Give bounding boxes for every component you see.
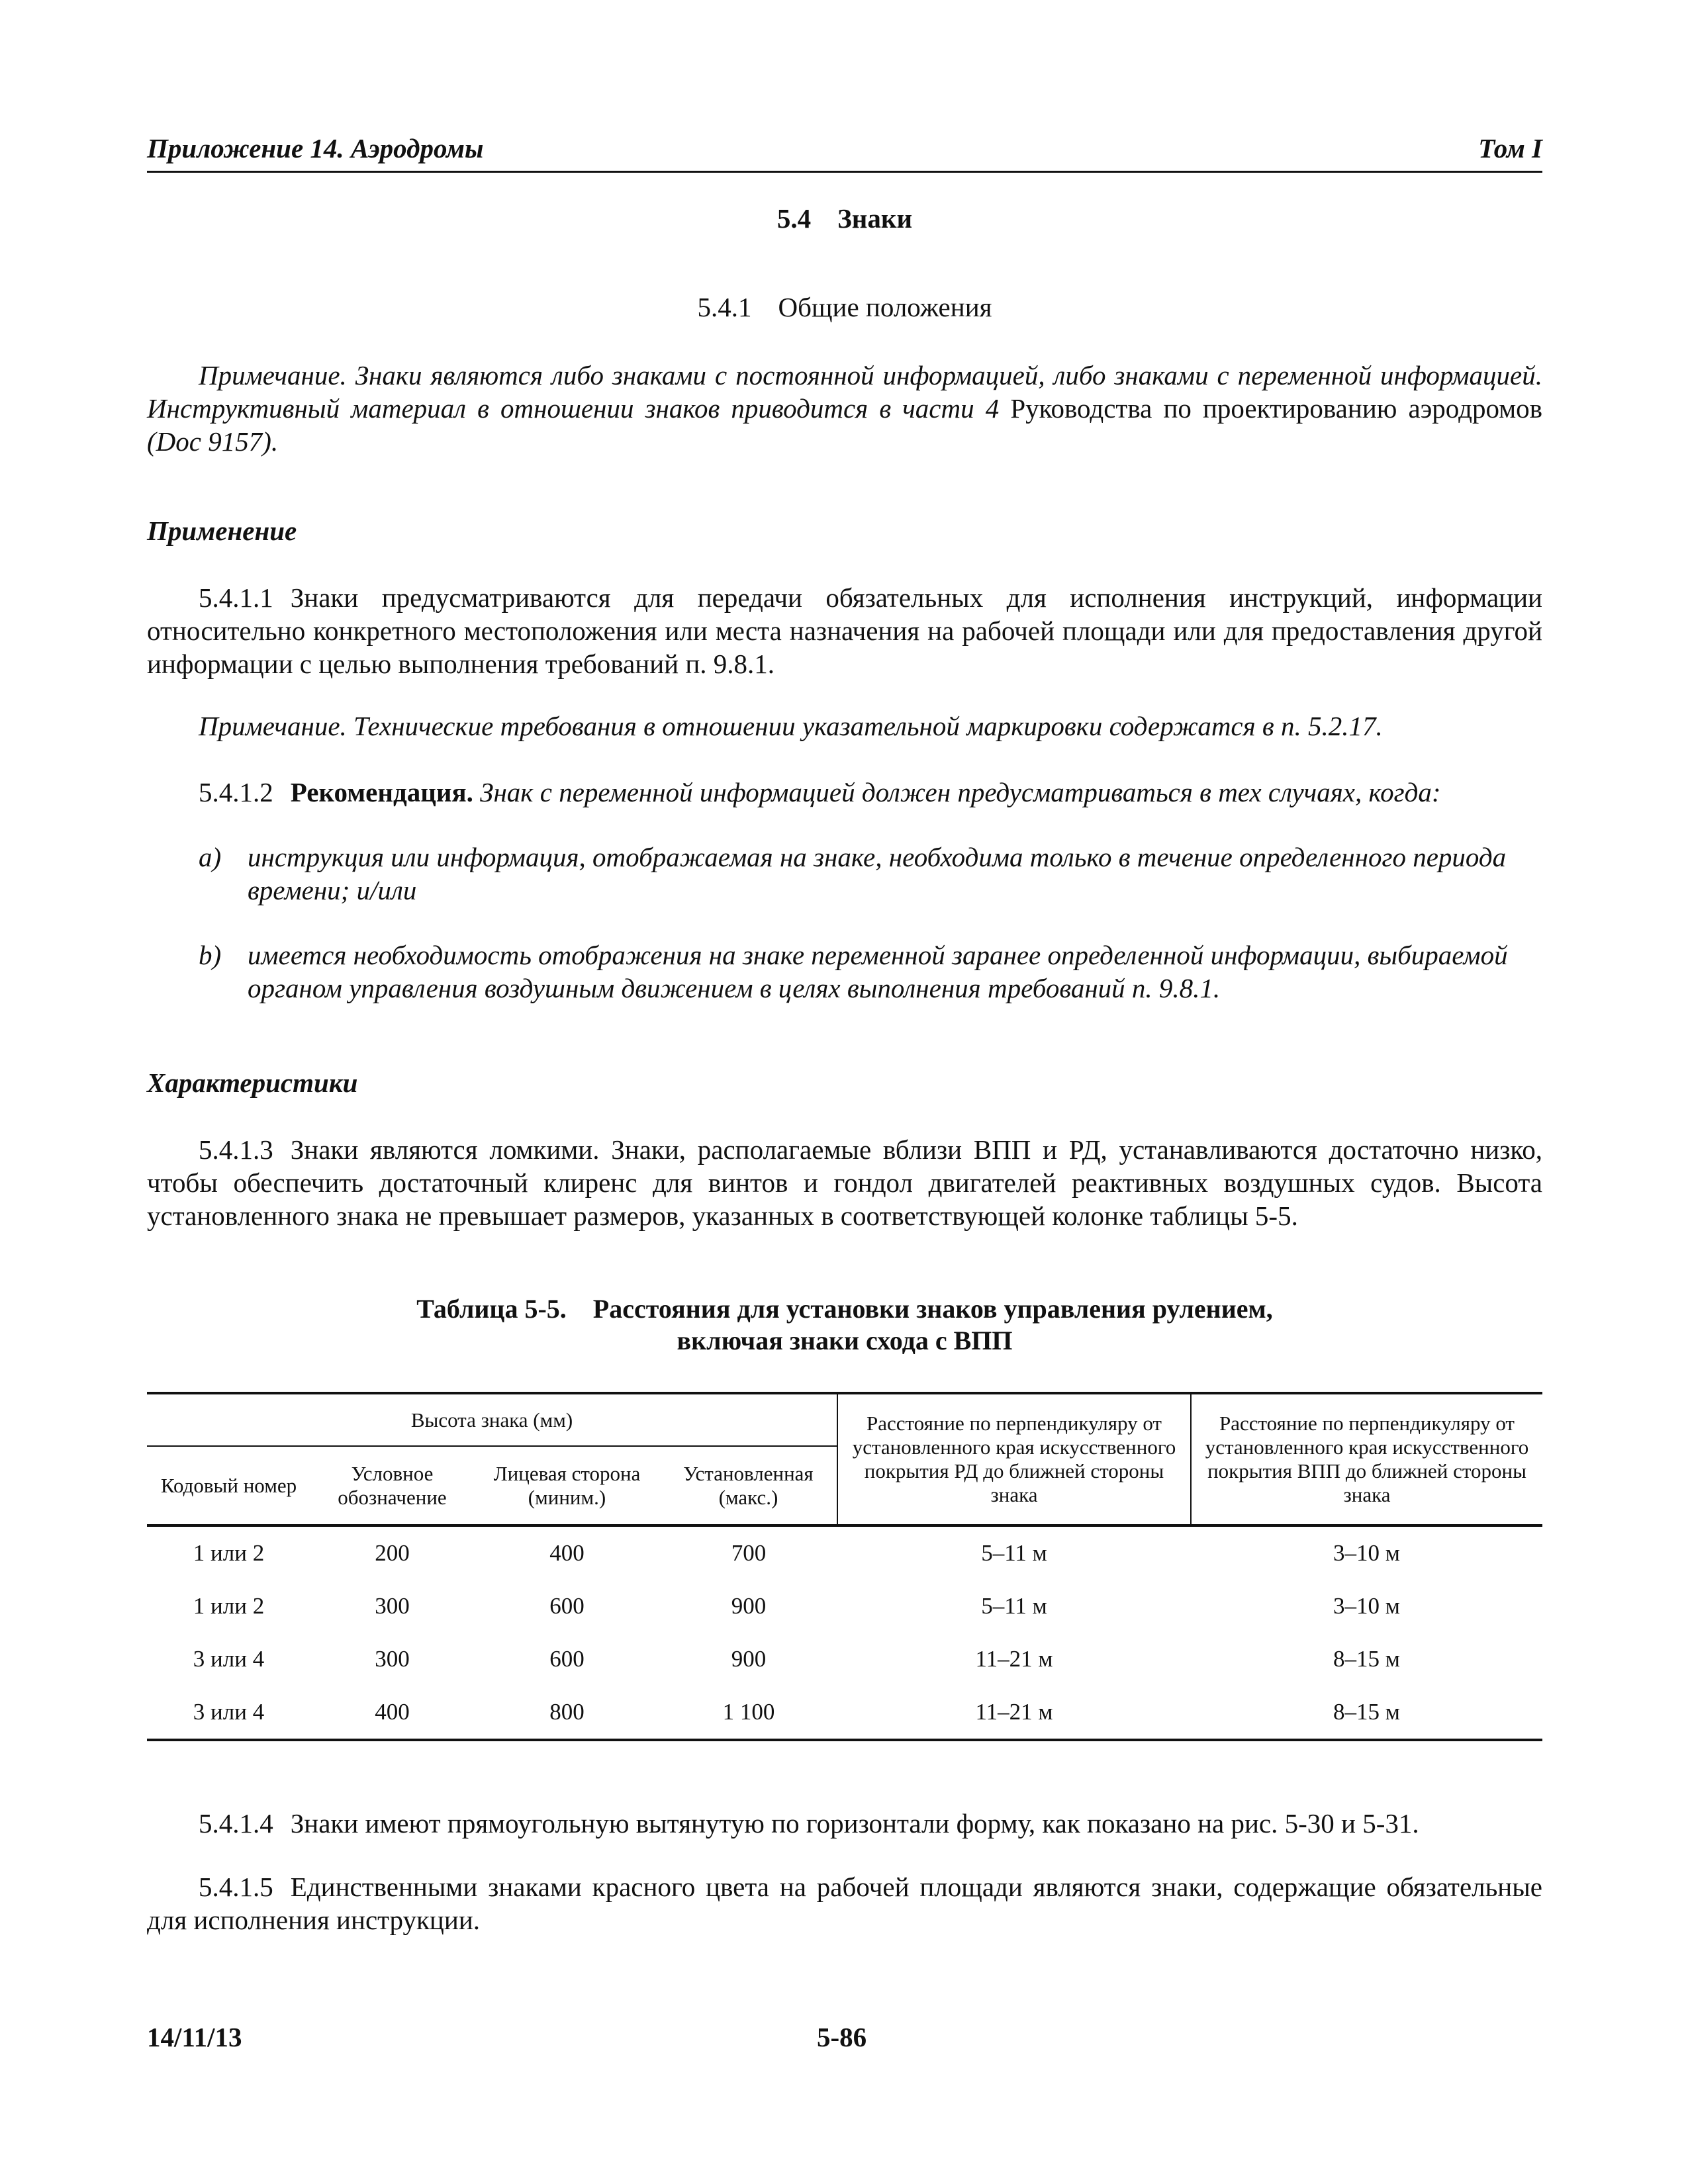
cell-face: 800 xyxy=(474,1686,660,1740)
table-row xyxy=(147,1525,1542,1580)
cell-installed: 1 100 xyxy=(660,1686,837,1740)
paragraph-5-4-1-2 xyxy=(147,776,1542,809)
paragraph-5-4-1-1 xyxy=(147,581,1542,680)
cell-legend: 400 xyxy=(310,1686,474,1740)
header-legend: Условное обозначение xyxy=(310,1446,474,1525)
paragraph-5-4-1-5 xyxy=(147,1870,1542,1936)
cell-code: 3 или 4 xyxy=(147,1686,310,1740)
footer-date: 14/11/13 xyxy=(147,2022,242,2052)
list-item-b xyxy=(147,938,1542,1005)
cell-legend: 300 xyxy=(375,1593,410,1619)
paragraph-text: Знаки являются ломкими. Знаки, располагаемые вблизи ВПП и РД, устанавливаются достаточно низко, чтобы обеспечить достаточный клиренс для винтов и гондол двигателей реактивных воздушных судов. Высота установленного знака не превышает размеров, указанных в соответствующей колонке таблицы 5-5. xyxy=(147,1134,1542,1231)
paragraph-text: Знаки предусматриваются для передачи обязательных для исполнения инструкций, информации относительно конкретного местоположения или места назначения на рабочей площади или для предоставления другой информации с целью выполнения требований п. 9.8.1. xyxy=(147,582,1542,679)
cell-installed: 900 xyxy=(731,1646,767,1672)
header-face-min: Лицевая сторона (миним.) xyxy=(474,1446,660,1525)
document-page xyxy=(147,0,1542,2184)
header-sign-height: Высота знака (мм) xyxy=(147,1393,837,1446)
heading-characteristics: Характеристики xyxy=(147,1068,358,1098)
paragraph-number: 5.4.1.5 xyxy=(199,1872,273,1902)
doc-number-reference: (Doc 9157). xyxy=(147,426,279,457)
paragraph-number: 5.4.1.1 xyxy=(199,582,273,613)
list-text: имеется необходимость отображения на знаке переменной заранее определенной информации, выбираемой органом управления воздушным движением в целях выполнения требований п. 9.8.1. xyxy=(248,940,1508,1003)
table-row xyxy=(147,1633,1542,1686)
list-text: инструкция или информация, отображаемая на знаке, необходима только в течение определенного периода времени; и/или xyxy=(248,842,1507,905)
recommendation-label: Рекомендация. xyxy=(290,777,473,807)
paragraph-number: 5.4.1.3 xyxy=(199,1134,273,1165)
paragraph-number: 5.4.1.4 xyxy=(199,1808,273,1839)
sign-distance-table xyxy=(147,1392,1542,1741)
cell-runway-distance: 3–10 м xyxy=(1333,1593,1400,1619)
doc-title-reference: Руководства по проектированию аэродромов xyxy=(1010,393,1542,424)
heading-application: Применение xyxy=(147,516,297,546)
paragraph-text: Знаки имеют прямоугольную вытянутую по горизонтали форму, как показано на рис. 5-30 и 5-31. xyxy=(290,1808,1419,1839)
recommendation-text: Знак с переменной информацией должен предусматриваться в тех случаях, когда: xyxy=(480,777,1441,807)
running-header-volume: Том I xyxy=(1478,133,1542,163)
paragraph-number: 5.4.1.2 xyxy=(199,777,273,807)
cell-code: 3 или 4 xyxy=(193,1646,265,1672)
subsection-name: Общие положения xyxy=(778,292,992,322)
cell-runway-distance: 8–15 м xyxy=(1333,1646,1400,1672)
cell-face: 600 xyxy=(549,1593,585,1619)
cell-code: 1 или 2 xyxy=(193,1540,265,1566)
table-caption-line-1 xyxy=(147,1293,1542,1325)
cell-legend: 300 xyxy=(375,1646,410,1672)
paragraph-text: Единственными знаками красного цвета на рабочей площади являются знаки, содержащие обязательные для исполнения инструкции. xyxy=(147,1872,1542,1935)
paragraph-5-4-1-4 xyxy=(147,1807,1542,1840)
table-caption-line-2: включая знаки схода с ВПП xyxy=(677,1326,1013,1355)
running-header-title: Приложение 14. Аэродромы xyxy=(147,133,484,163)
cell-code: 1 или 2 xyxy=(193,1593,265,1619)
header-taxiway-distance: Расстояние по перпендикуляру от установленного края искусственного покрытия РД до ближней стороны знака xyxy=(837,1393,1191,1525)
cell-taxiway-distance: 11–21 м xyxy=(975,1646,1053,1672)
cell-face: 600 xyxy=(549,1646,585,1672)
table-number: Таблица 5-5. xyxy=(416,1294,567,1324)
note-general-text: Примечание. Знаки являются либо знаками с постоянной информацией, либо знаками с переменной информацией. Инструктивный материал в отношении знаков приводится в части 4 xyxy=(147,360,1542,424)
cell-legend: 200 xyxy=(375,1540,410,1566)
cell-taxiway-distance: 5–11 м xyxy=(981,1540,1047,1566)
list-item-a xyxy=(147,841,1542,907)
header-rule xyxy=(147,171,1542,173)
header-code-number: Кодовый номер xyxy=(147,1446,310,1525)
header-runway-distance: Расстояние по перпендикуляру от установленного края искусственного покрытия ВПП до ближней стороны знака xyxy=(1191,1393,1542,1525)
cell-installed: 700 xyxy=(731,1540,767,1566)
table-row xyxy=(147,1686,1542,1740)
footer-page-number: 5-86 xyxy=(817,2022,867,2052)
cell-taxiway-distance: 5–11 м xyxy=(981,1593,1047,1619)
paragraph-5-4-1-3 xyxy=(147,1133,1542,1232)
table-title: Расстояния для установки знаков управления рулением, xyxy=(592,1294,1273,1324)
list-label: a) xyxy=(199,842,222,872)
note-general xyxy=(147,359,1542,458)
cell-runway-distance: 3–10 м xyxy=(1333,1540,1400,1566)
cell-installed: 900 xyxy=(731,1593,767,1619)
list-label: b) xyxy=(199,940,222,970)
subsection-title xyxy=(147,291,1542,323)
section-number: 5.4 xyxy=(776,203,812,234)
note-marking: Примечание. Технические требования в отношении указательной маркировки содержатся в п. 5.2.17. xyxy=(199,711,1383,741)
section-name: Знаки xyxy=(837,203,913,234)
section-title xyxy=(147,203,1542,234)
header-installed-max: Установленная (макс.) xyxy=(660,1446,837,1525)
cell-face: 400 xyxy=(549,1540,585,1566)
cell-runway-distance: 8–15 м xyxy=(1191,1686,1542,1740)
table-row xyxy=(147,1580,1542,1633)
cell-taxiway-distance: 11–21 м xyxy=(837,1686,1191,1740)
subsection-number: 5.4.1 xyxy=(697,292,752,322)
table-caption xyxy=(147,1293,1542,1357)
